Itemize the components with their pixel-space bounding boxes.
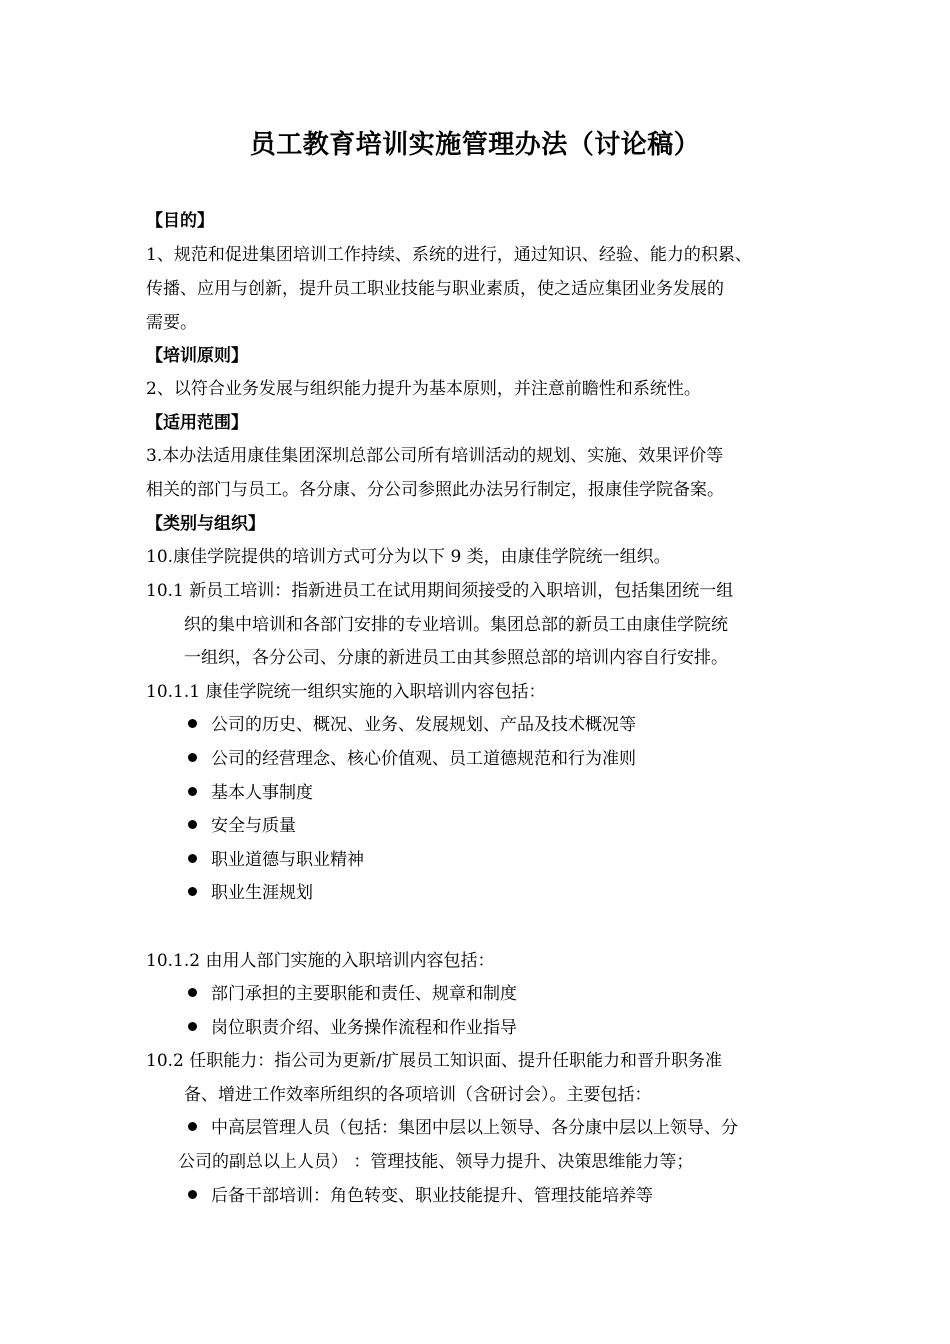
bullet-icon xyxy=(188,1122,197,1131)
paragraph-line: 公司的副总以上人员） ：管理技能、领导力提升、决策思维能力等； xyxy=(178,1152,694,1172)
paragraph-line: 备、增进工作效率所组织的各项培训（含研讨会）。主要包括： xyxy=(184,1085,652,1105)
section-heading-category: 【类别与组织】 xyxy=(146,514,265,534)
paragraph-line: 1、规范和促进集团培训工作持续、系统的进行，通过知识、经验、能力的积累、 xyxy=(146,245,752,265)
list-item: 中高层管理人员（包括：集团中层以上领导、各分康中层以上领导、分 xyxy=(188,1116,738,1140)
bullet-icon xyxy=(188,787,197,796)
document-title: 员工教育培训实施管理办法（讨论稿） xyxy=(249,130,701,160)
paragraph-line: 传播、应用与创新，提升员工职业技能与职业素质，使之适应集团业务发展的 xyxy=(146,279,724,299)
bullet-icon xyxy=(188,887,197,896)
list-item: 职业生涯规划 xyxy=(188,881,313,905)
paragraph-line: 10.1 新员工培训：指新进员工在试用期间须接受的入职培训，包括集团统一组 xyxy=(146,581,734,601)
bullet-icon xyxy=(188,820,197,829)
bullet-icon xyxy=(188,1190,197,1199)
list-item: 安全与质量 xyxy=(188,814,296,838)
paragraph-line: 10.1.2 由用人部门实施的入职培训内容包括： xyxy=(146,951,495,971)
list-item: 基本人事制度 xyxy=(188,781,313,805)
paragraph-line: 2、以符合业务发展与组织能力提升为基本原则，并注意前瞻性和系统性。 xyxy=(146,379,701,399)
bullet-icon xyxy=(188,854,197,863)
list-item: 公司的历史、概况、业务、发展规划、产品及技术概况等 xyxy=(188,713,636,737)
list-item: 职业道德与职业精神 xyxy=(188,848,364,872)
section-heading-scope: 【适用范围】 xyxy=(146,413,248,433)
paragraph-line: 10.2 任职能力：指公司为更新/扩展员工知识面、提升任职能力和晋升职务准 xyxy=(146,1051,722,1071)
bullet-icon xyxy=(188,753,197,762)
bullet-icon xyxy=(188,988,197,997)
bullet-icon xyxy=(188,719,197,728)
list-item: 岗位职责介绍、业务操作流程和作业指导 xyxy=(188,1016,517,1040)
section-heading-purpose: 【目的】 xyxy=(146,211,214,231)
paragraph-line: 一组织，各分公司、分康的新进员工由其参照总部的培训内容自行安排。 xyxy=(184,648,728,668)
section-heading-principle: 【培训原则】 xyxy=(146,346,248,366)
list-item: 后备干部培训：角色转变、职业技能提升、管理技能培养等 xyxy=(188,1184,653,1208)
paragraph-line: 10.康佳学院提供的培训方式可分为以下 9 类，由康佳学院统一组织。 xyxy=(146,547,671,567)
list-item: 公司的经营理念、核心价值观、员工道德规范和行为准则 xyxy=(188,747,636,771)
paragraph-line: 相关的部门与员工。各分康、分公司参照此办法另行制定，报康佳学院备案。 xyxy=(146,480,724,500)
paragraph-line: 织的集中培训和各部门安排的专业培训。集团总部的新员工由康佳学院统 xyxy=(184,615,728,635)
bullet-icon xyxy=(188,1022,197,1031)
paragraph-line: 需要。 xyxy=(146,313,197,333)
list-item: 部门承担的主要职能和责任、规章和制度 xyxy=(188,982,517,1006)
paragraph-line: 3.本办法适用康佳集团深圳总部公司所有培训活动的规划、实施、效果评价等 xyxy=(146,446,724,466)
paragraph-line: 10.1.1 康佳学院统一组织实施的入职培训内容包括： xyxy=(146,682,546,702)
